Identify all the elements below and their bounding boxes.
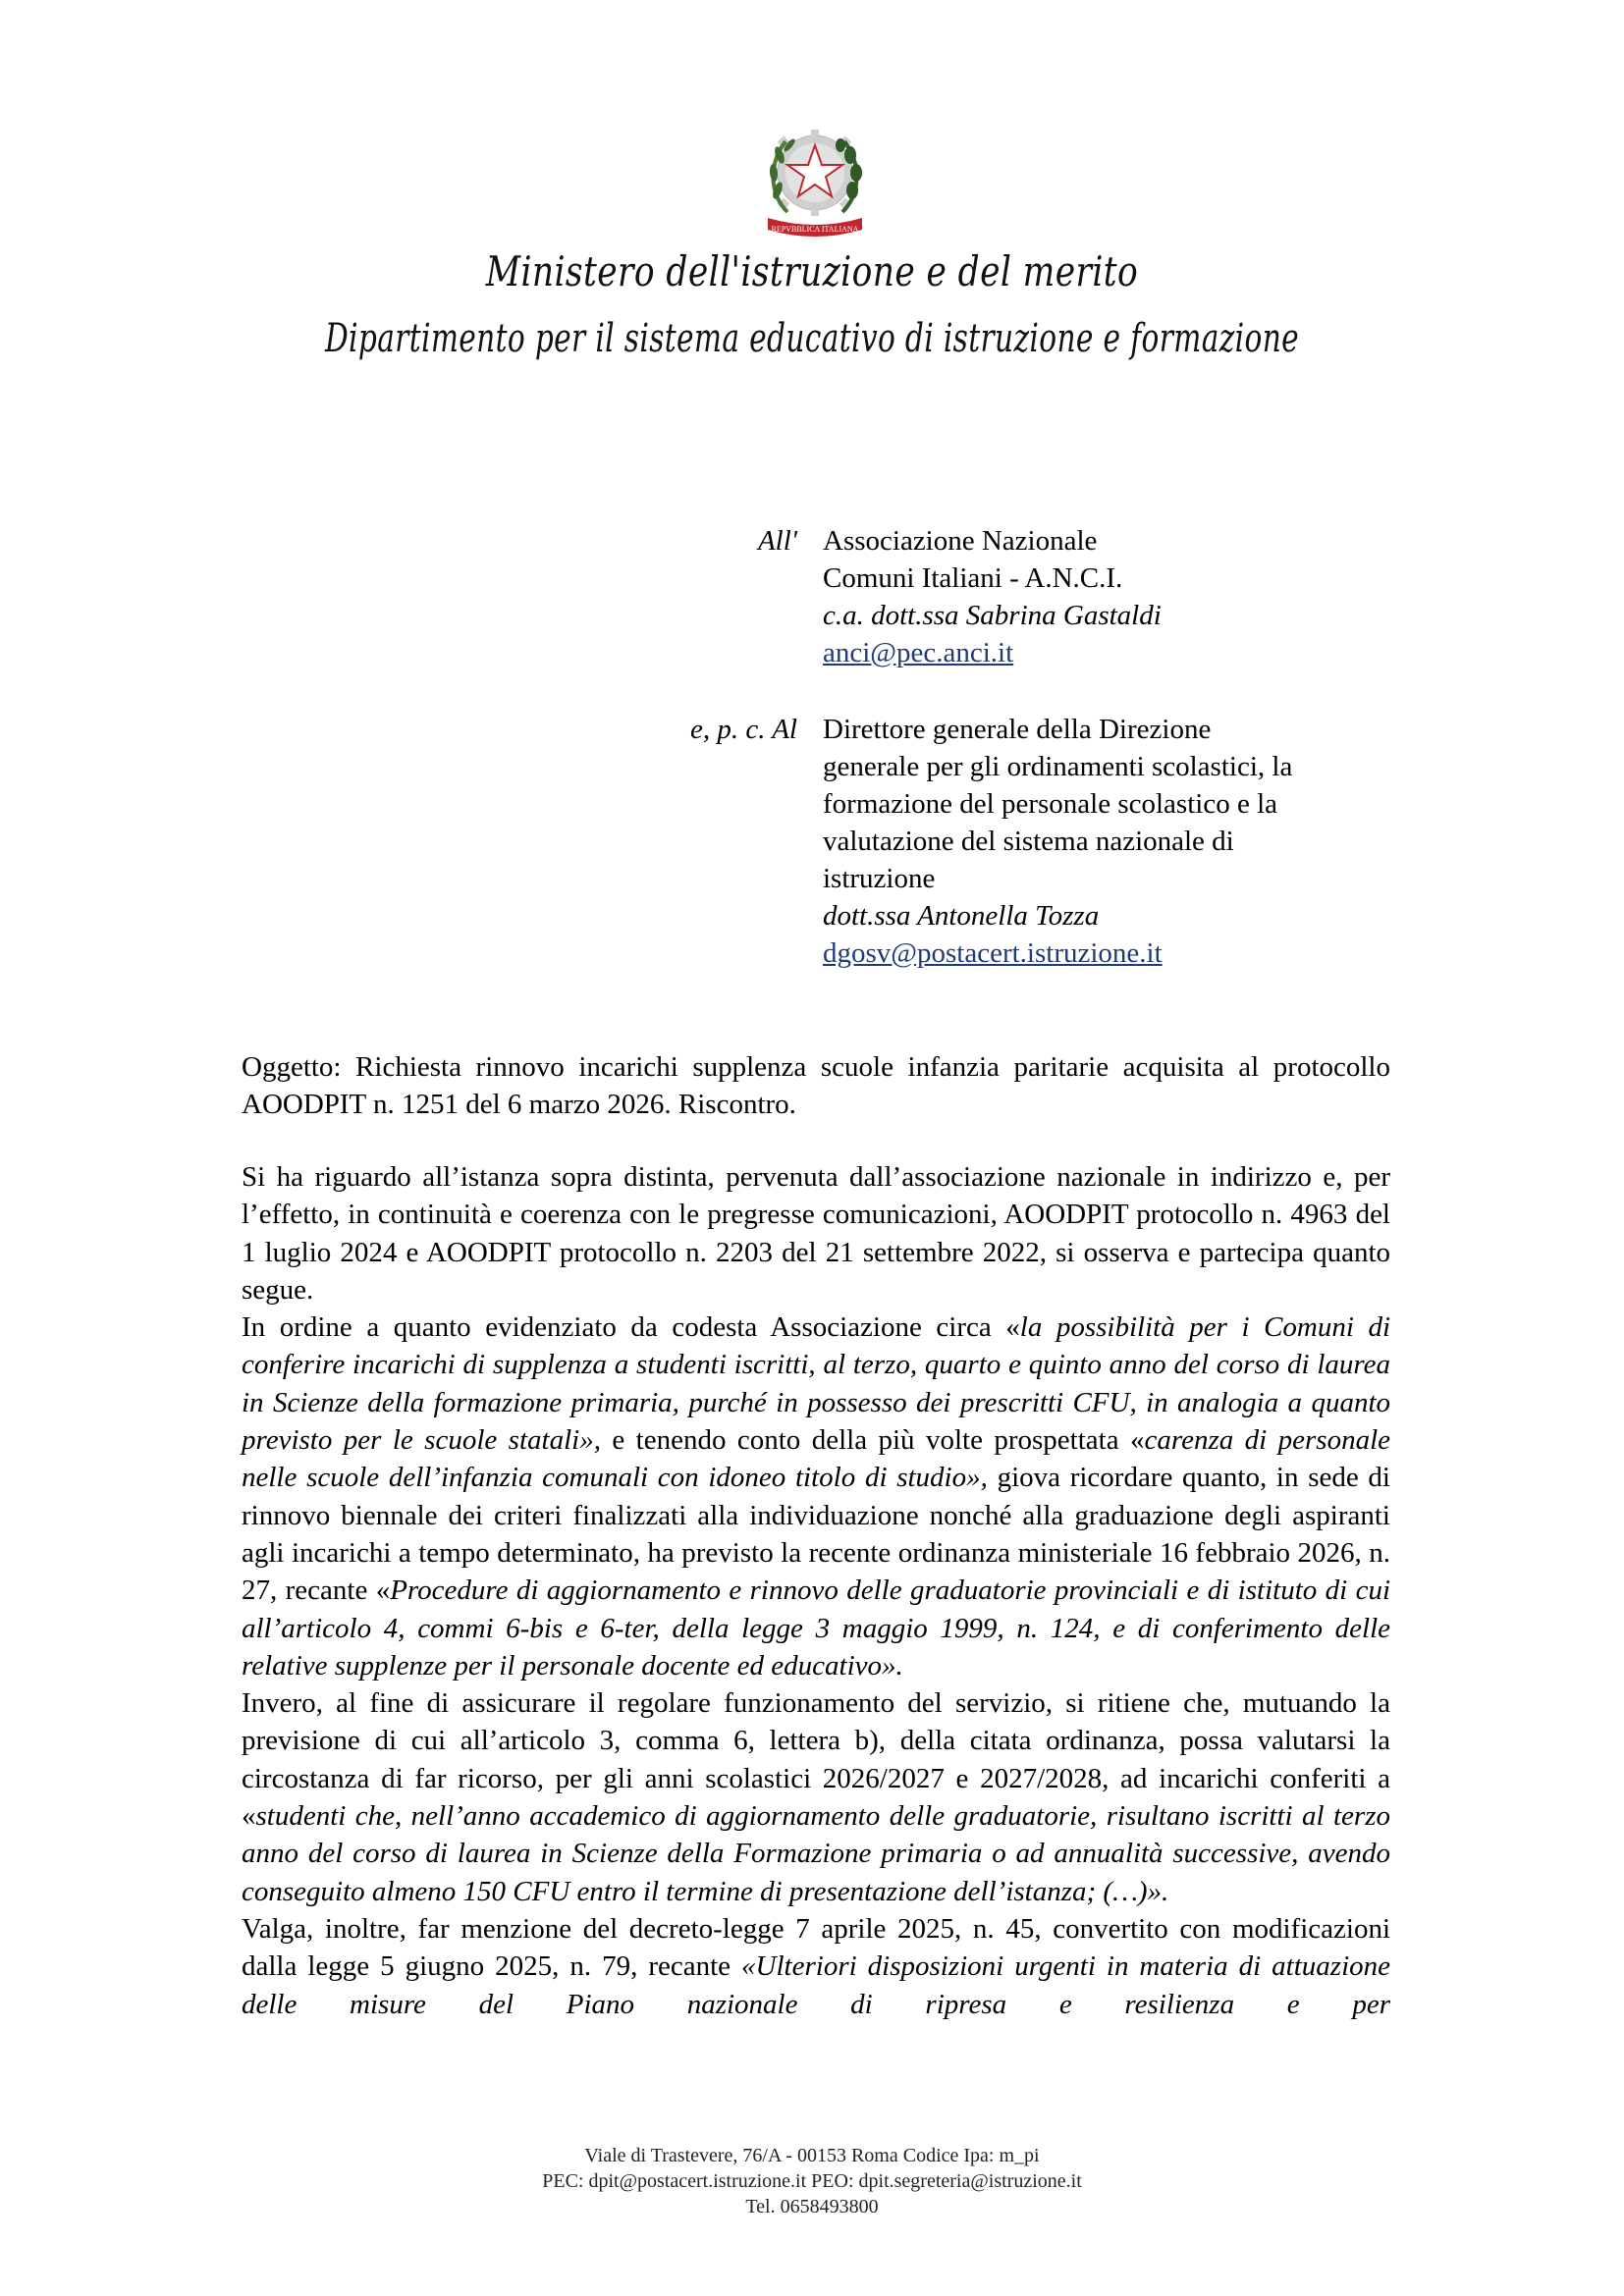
quote-run: la possibilità per i Comuni di conferire incarichi di supplenza a studenti iscritti, al terzo, quarto e quinto anno del corso di laurea in Scienze della formazione primaria, purché in possesso dei prescritti CFU, in analogia a quanto previsto per le scuole statali», bbox=[242, 1311, 1391, 1457]
quote-run: studenti che, nell’anno accademico di aggiornamento delle graduatorie, risultano iscritti al terzo anno del corso di laurea in Scienze della Formazione primaria o ad annualità successive, avendo conseguito almeno 150 CFU entro il termine di presentazione dell’istanza; (…)». bbox=[242, 1800, 1390, 1907]
paragraph bbox=[242, 1684, 1390, 1910]
subject-text: Oggetto: Richiesta rinnovo incarichi supplenza scuole infanzia paritarie acquisita al protocollo AOODPIT n. 1251 del 6 marzo 2026. Riscontro. bbox=[242, 1051, 1390, 1121]
paragraph bbox=[242, 1158, 1390, 1308]
quote-run: carenza di personale nelle scuole dell’infanzia comunali con idoneo titolo di studio», bbox=[242, 1424, 1390, 1494]
recipient-line: generale per gli ordinamenti scolastici, la bbox=[823, 751, 1293, 782]
recipient-attention: c.a. dott.ssa Sabrina Gastaldi bbox=[823, 600, 1162, 631]
text-run: Valga, inoltre, far menzione del decreto-legge 7 aprile 2025, n. 45, convertito con modificazioni dalla legge 5 giugno 2025, n. 79, recante bbox=[242, 1912, 1390, 1983]
svg-text:REPVBBLICA ITALIANA: REPVBBLICA ITALIANA bbox=[771, 225, 859, 234]
text-run: Invero, al fine di assicurare il regolare funzionamento del servizio, si ritiene che, mutuando la previsione di cui all’articolo 3, comma 6, lettera b), della citata ordinanza, possa valutarsi la circostanza di far ricorso, per gli anni scolastici 2026/2027 e 2027/2028, ad incarichi conferiti a « bbox=[242, 1687, 1390, 1833]
letter-body bbox=[242, 1158, 1390, 2023]
recipient-line: Comuni Italiani - A.N.C.I. bbox=[823, 562, 1123, 594]
text-run: giova ricordare quanto, in sede di rinnovo biennale dei criteri finalizzati alla individuazione nonché alla graduazione degli aspiranti agli incarichi a tempo determinato, ha previsto la recente ordinanza ministeriale 16 febbraio 2026, n. 27, recante « bbox=[242, 1462, 1390, 1607]
paragraph bbox=[242, 1308, 1390, 1684]
paragraph bbox=[242, 1910, 1390, 2023]
footer-address: Viale di Trastevere, 76/A - 00153 Roma Codice Ipa: m_pi bbox=[584, 2145, 1040, 2166]
recipient-line: istruzione bbox=[823, 863, 936, 894]
page-footer bbox=[0, 2143, 1624, 2219]
italian-republic-emblem-icon bbox=[758, 116, 872, 241]
ministry-title: Ministero dell'istruzione e del merito bbox=[485, 247, 1139, 295]
email-link-dgosv[interactable]: dgosv@postacert.istruzione.it bbox=[823, 937, 1163, 969]
text-run: e tenendo conto della più volte prospettata « bbox=[600, 1424, 1145, 1457]
recipient-line: formazione del personale scolastico e la bbox=[823, 788, 1277, 820]
recipient-line: valutazione del sistema nazionale di bbox=[823, 826, 1234, 857]
recipient-line: Direttore generale della Direzione bbox=[823, 714, 1212, 745]
email-link-anci[interactable]: anci@pec.anci.it bbox=[823, 637, 1014, 668]
quote-run: «Ulteriori disposizioni urgenti in materia di attuazione delle misure del Piano nazionale di ripresa e resilienza e per bbox=[242, 1950, 1390, 2020]
recipient-address bbox=[823, 522, 1373, 671]
quote-run: Procedure di aggiornamento e rinnovo delle graduatorie provinciali e di istituto di cui all’articolo 4, commi 6-bis e 6-ter, della legge 3 maggio 1999, n. 124, e di conferimento delle relative supplenze per il personale docente ed educativo». bbox=[242, 1575, 1390, 1682]
recipient-address bbox=[823, 711, 1373, 972]
footer-email: PEC: dpit@postacert.istruzione.it PEO: dpit.segreteria@istruzione.it bbox=[542, 2170, 1082, 2192]
text-run: In ordine a quanto evidenziato da codesta Associazione circa « bbox=[242, 1311, 1020, 1344]
recipient-block-anci bbox=[0, 522, 1624, 679]
recipient-label: All' bbox=[757, 525, 797, 557]
recipient-line: Associazione Nazionale bbox=[823, 525, 1098, 557]
department-title: Dipartimento per il sistema educativo di istruzione e formazione bbox=[324, 316, 1300, 361]
recipient-attention: dott.ssa Antonella Tozza bbox=[823, 900, 1100, 932]
subject-line bbox=[242, 1048, 1390, 1124]
text-run: Si ha riguardo all’istanza sopra distinta, pervenuta dall’associazione nazionale in indirizzo e, per l’effetto, in continuità e coerenza con le pregresse comunicazioni, AOODPIT protocollo n. 4963 del 1 luglio 2024 e AOODPIT protocollo n. 2203 del 21 settembre 2022, si osserva e partecipa quanto segue. bbox=[242, 1161, 1390, 1306]
recipient-label: e, p. c. Al bbox=[690, 714, 797, 745]
recipient-block-dgosv bbox=[0, 711, 1624, 986]
footer-phone: Tel. 0658493800 bbox=[745, 2196, 879, 2217]
